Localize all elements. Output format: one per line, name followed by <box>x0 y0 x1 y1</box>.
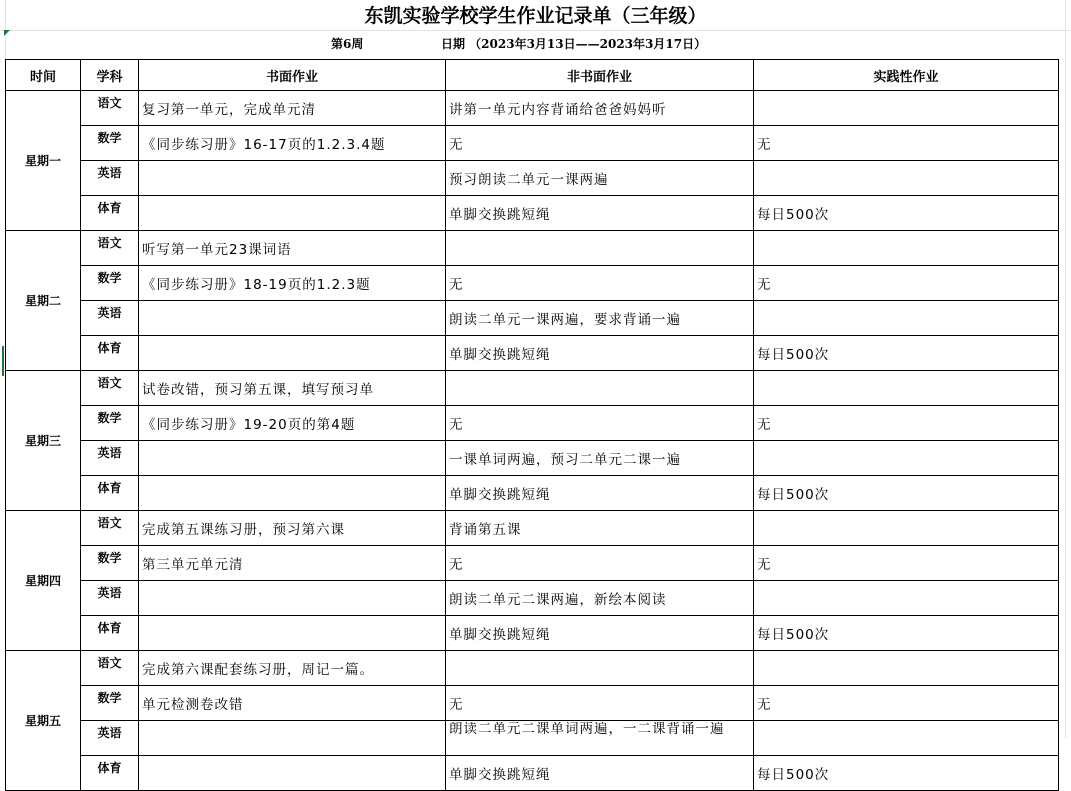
written-cell[interactable] <box>139 161 446 196</box>
written-cell[interactable] <box>139 336 446 371</box>
subject-cell[interactable]: 体育 <box>81 196 139 231</box>
table-row <box>6 756 1059 791</box>
practice-cell[interactable] <box>754 371 1059 406</box>
date-range-label[interactable]: 日期 （2023年3月13日——2023年3月17日） <box>441 37 707 51</box>
nonwritten-cell[interactable] <box>446 651 754 686</box>
practice-cell[interactable]: 每日500次 <box>754 196 1059 231</box>
written-cell[interactable] <box>139 441 446 476</box>
subject-cell[interactable]: 体育 <box>81 476 139 511</box>
subject-cell[interactable]: 语文 <box>81 651 139 686</box>
subject-cell[interactable]: 体育 <box>81 336 139 371</box>
written-cell[interactable] <box>139 301 446 336</box>
practice-cell[interactable]: 无 <box>754 266 1059 301</box>
practice-cell[interactable] <box>754 161 1059 196</box>
header-written[interactable]: 书面作业 <box>139 60 446 91</box>
table-row <box>6 546 1059 581</box>
subject-cell[interactable]: 英语 <box>81 161 139 196</box>
practice-cell[interactable]: 每日500次 <box>754 476 1059 511</box>
header-subject[interactable]: 学科 <box>81 60 139 91</box>
written-cell[interactable] <box>139 476 446 511</box>
practice-cell[interactable] <box>754 581 1059 616</box>
day-cell-friday[interactable]: 星期五 <box>6 651 81 791</box>
practice-cell[interactable] <box>754 231 1059 266</box>
table-row <box>6 161 1059 196</box>
written-cell[interactable]: 《同步练习册》18-19页的1.2.3题 <box>139 266 446 301</box>
nonwritten-cell[interactable] <box>446 231 754 266</box>
practice-cell[interactable]: 无 <box>754 126 1059 161</box>
nonwritten-cell[interactable]: 预习朗读二单元一课两遍 <box>446 161 754 196</box>
written-cell[interactable] <box>139 721 446 756</box>
table-row <box>6 686 1059 721</box>
written-cell[interactable] <box>139 581 446 616</box>
practice-cell[interactable] <box>754 721 1059 756</box>
nonwritten-cell[interactable]: 朗读二单元二课两遍，新绘本阅读 <box>446 581 754 616</box>
subject-cell[interactable]: 语文 <box>81 231 139 266</box>
written-cell[interactable]: 听写第一单元23课词语 <box>139 231 446 266</box>
subject-cell[interactable]: 数学 <box>81 266 139 301</box>
header-nonwritten[interactable]: 非书面作业 <box>446 60 754 91</box>
nonwritten-cell[interactable]: 讲第一单元内容背诵给爸爸妈妈听 <box>446 91 754 126</box>
nonwritten-cell[interactable] <box>446 371 754 406</box>
nonwritten-cell[interactable]: 单脚交换跳短绳 <box>446 476 754 511</box>
practice-cell[interactable]: 无 <box>754 406 1059 441</box>
table-row <box>6 231 1059 266</box>
table-row <box>6 721 1059 756</box>
subject-cell[interactable]: 英语 <box>81 581 139 616</box>
day-cell-monday[interactable]: 星期一 <box>6 91 81 231</box>
table-row <box>6 371 1059 406</box>
written-cell[interactable]: 《同步练习册》16-17页的1.2.3.4题 <box>139 126 446 161</box>
nonwritten-cell[interactable]: 单脚交换跳短绳 <box>446 336 754 371</box>
table-row <box>6 196 1059 231</box>
nonwritten-cell[interactable]: 无 <box>446 266 754 301</box>
practice-cell[interactable] <box>754 301 1059 336</box>
table-row <box>6 91 1059 126</box>
subject-cell[interactable]: 数学 <box>81 126 139 161</box>
subject-cell[interactable]: 语文 <box>81 371 139 406</box>
header-row <box>6 60 1059 91</box>
written-cell[interactable]: 《同步练习册》19-20页的第4题 <box>139 406 446 441</box>
practice-cell[interactable]: 无 <box>754 546 1059 581</box>
subject-cell[interactable]: 语文 <box>81 511 139 546</box>
nonwritten-cell-text: 朗读二单元二课单词两遍，一二课背诵一遍 <box>449 722 725 737</box>
written-cell[interactable]: 完成第五课练习册，预习第六课 <box>139 511 446 546</box>
nonwritten-cell[interactable]: 单脚交换跳短绳 <box>446 616 754 651</box>
nonwritten-cell[interactable]: 单脚交换跳短绳 <box>446 756 754 791</box>
table-row <box>6 441 1059 476</box>
nonwritten-cell[interactable]: 朗读二单元一课两遍，要求背诵一遍 <box>446 301 754 336</box>
header-time[interactable]: 时间 <box>6 60 81 91</box>
homework-table <box>5 59 1059 791</box>
subject-cell[interactable]: 体育 <box>81 756 139 791</box>
gridline <box>1065 0 1066 738</box>
practice-cell[interactable] <box>754 651 1059 686</box>
table-row <box>6 581 1059 616</box>
subject-cell[interactable]: 语文 <box>81 91 139 126</box>
subject-cell[interactable]: 数学 <box>81 546 139 581</box>
written-cell[interactable]: 单元检测卷改错 <box>139 686 446 721</box>
row-selection-marker <box>2 346 4 376</box>
sheet-title[interactable]: 东凯实验学校学生作业记录单（三年级） <box>364 5 707 27</box>
table-row <box>6 266 1059 301</box>
practice-cell[interactable]: 每日500次 <box>754 336 1059 371</box>
table-row <box>6 126 1059 161</box>
practice-cell[interactable] <box>754 441 1059 476</box>
subject-cell[interactable]: 数学 <box>81 406 139 441</box>
nonwritten-cell[interactable]: 单脚交换跳短绳 <box>446 196 754 231</box>
nonwritten-cell[interactable]: 无 <box>446 406 754 441</box>
subject-cell[interactable]: 英语 <box>81 721 139 756</box>
day-cell-thursday[interactable]: 星期四 <box>6 511 81 651</box>
table-row <box>6 511 1059 546</box>
written-cell[interactable] <box>139 756 446 791</box>
day-cell-wednesday[interactable]: 星期三 <box>6 371 81 511</box>
table-row <box>6 616 1059 651</box>
day-cell-tuesday[interactable]: 星期二 <box>6 231 81 371</box>
nonwritten-cell[interactable]: 一课单词两遍，预习二单元二课一遍 <box>446 441 754 476</box>
written-cell[interactable] <box>139 196 446 231</box>
table-row <box>6 476 1059 511</box>
subject-cell[interactable]: 英语 <box>81 301 139 336</box>
practice-cell[interactable] <box>754 91 1059 126</box>
practice-cell[interactable] <box>754 511 1059 546</box>
subject-cell[interactable]: 英语 <box>81 441 139 476</box>
table-row <box>6 336 1059 371</box>
subject-cell[interactable]: 体育 <box>81 616 139 651</box>
practice-cell[interactable]: 每日500次 <box>754 616 1059 651</box>
nonwritten-cell[interactable]: 无 <box>446 126 754 161</box>
nonwritten-cell[interactable]: 无 <box>446 686 754 721</box>
written-cell[interactable] <box>139 616 446 651</box>
fill-handle-icon <box>4 30 10 36</box>
written-cell[interactable]: 复习第一单元，完成单元清 <box>139 91 446 126</box>
gridline <box>0 30 1071 31</box>
table-row <box>6 651 1059 686</box>
week-label[interactable]: 第6周 <box>331 37 364 51</box>
written-cell[interactable]: 试卷改错，预习第五课，填写预习单 <box>139 371 446 406</box>
subject-cell[interactable]: 数学 <box>81 686 139 721</box>
written-cell[interactable]: 第三单元单元清 <box>139 546 446 581</box>
written-cell[interactable]: 完成第六课配套练习册，周记一篇。 <box>139 651 446 686</box>
practice-cell[interactable]: 每日500次 <box>754 756 1059 791</box>
nonwritten-cell[interactable] <box>446 721 754 756</box>
header-practice[interactable]: 实践性作业 <box>754 60 1059 91</box>
nonwritten-cell[interactable]: 背诵第五课 <box>446 511 754 546</box>
table-row <box>6 406 1059 441</box>
table-row <box>6 301 1059 336</box>
nonwritten-cell[interactable]: 无 <box>446 546 754 581</box>
practice-cell[interactable]: 无 <box>754 686 1059 721</box>
